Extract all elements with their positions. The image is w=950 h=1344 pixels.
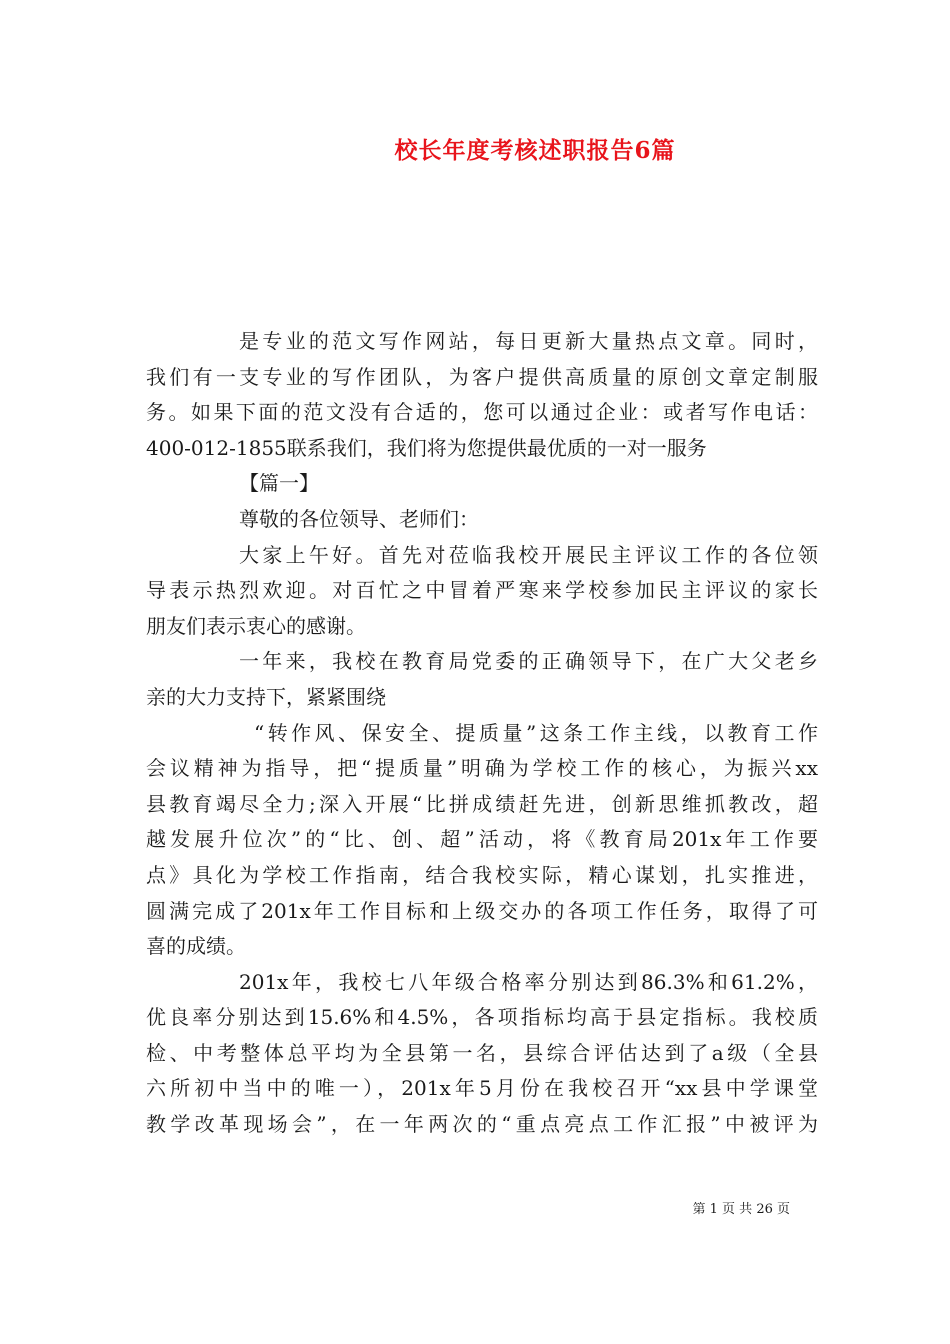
- body-line: 喜的成绩。: [146, 934, 246, 959]
- body-line: 教学改革现场会”，在一年两次的“重点亮点工作汇报”中被评为: [146, 1112, 818, 1137]
- body-line: 大家上午好。首先对莅临我校开展民主评议工作的各位领: [239, 542, 818, 567]
- body-line: 一年来，我校在教育局党委的正确领导下，在广大父老乡: [239, 649, 818, 674]
- body-line: 圆满完成了201x年工作目标和上级交办的各项工作任务，取得了可: [146, 898, 818, 923]
- body-line: 朋友们表示衷心的感谢。: [146, 613, 366, 638]
- salutation: 尊敬的各位领导、老师们：: [239, 506, 479, 531]
- body-line: 点》具化为学校工作指南，结合我校实际，精心谋划，扎实推进，: [146, 862, 818, 887]
- body-line: 优良率分别达到15.6%和4.5%，各项指标均高于县定指标。我校质: [146, 1005, 818, 1030]
- body-line: “转作风、保安全、提质量”这条工作主线，以教育工作: [254, 720, 818, 745]
- body-line: 导表示热烈欢迎。对百忙之中冒着严寒来学校参加民主评议的家长: [146, 578, 818, 603]
- body-line: 六所初中当中的唯一），201x年5月份在我校召开“xx县中学课堂: [146, 1076, 818, 1101]
- body-line: 400-012-1855联系我们，我们将为您提供最优质的一对一服务: [146, 435, 707, 460]
- body-line: 是专业的范文写作网站，每日更新大量热点文章。同时，: [239, 329, 818, 353]
- body-line: 会议精神为指导，把“提质量”明确为学校工作的核心，为振兴xx: [146, 756, 818, 781]
- section-heading: 【篇一】: [239, 471, 319, 496]
- body-line: 检、中考整体总平均为全县第一名，县综合评估达到了a级（全县: [146, 1040, 818, 1065]
- body-line: 我们有一支专业的写作团队，为客户提供高质量的原创文章定制服: [146, 364, 818, 389]
- body-line: 越发展升位次”的“比、创、超”活动，将《教育局201x年工作要: [146, 827, 818, 852]
- page-footer: 第 1 页 共 26 页: [692, 1202, 790, 1217]
- body-line: 亲的大力支持下，紧紧围绕: [146, 684, 386, 709]
- body-line: 201x年，我校七八年级合格率分别达到86.3%和61.2%，: [239, 969, 818, 994]
- body-line: 务。如果下面的范文没有合适的，您可以通过企业：或者写作电话：: [146, 400, 818, 425]
- document-title: 校长年度考核述职报告6篇: [394, 137, 676, 164]
- document-body: [146, 324, 818, 1143]
- body-line: 县教育竭尽全力;深入开展“比拼成绩赶先进，创新思维抓教改，超: [146, 791, 818, 816]
